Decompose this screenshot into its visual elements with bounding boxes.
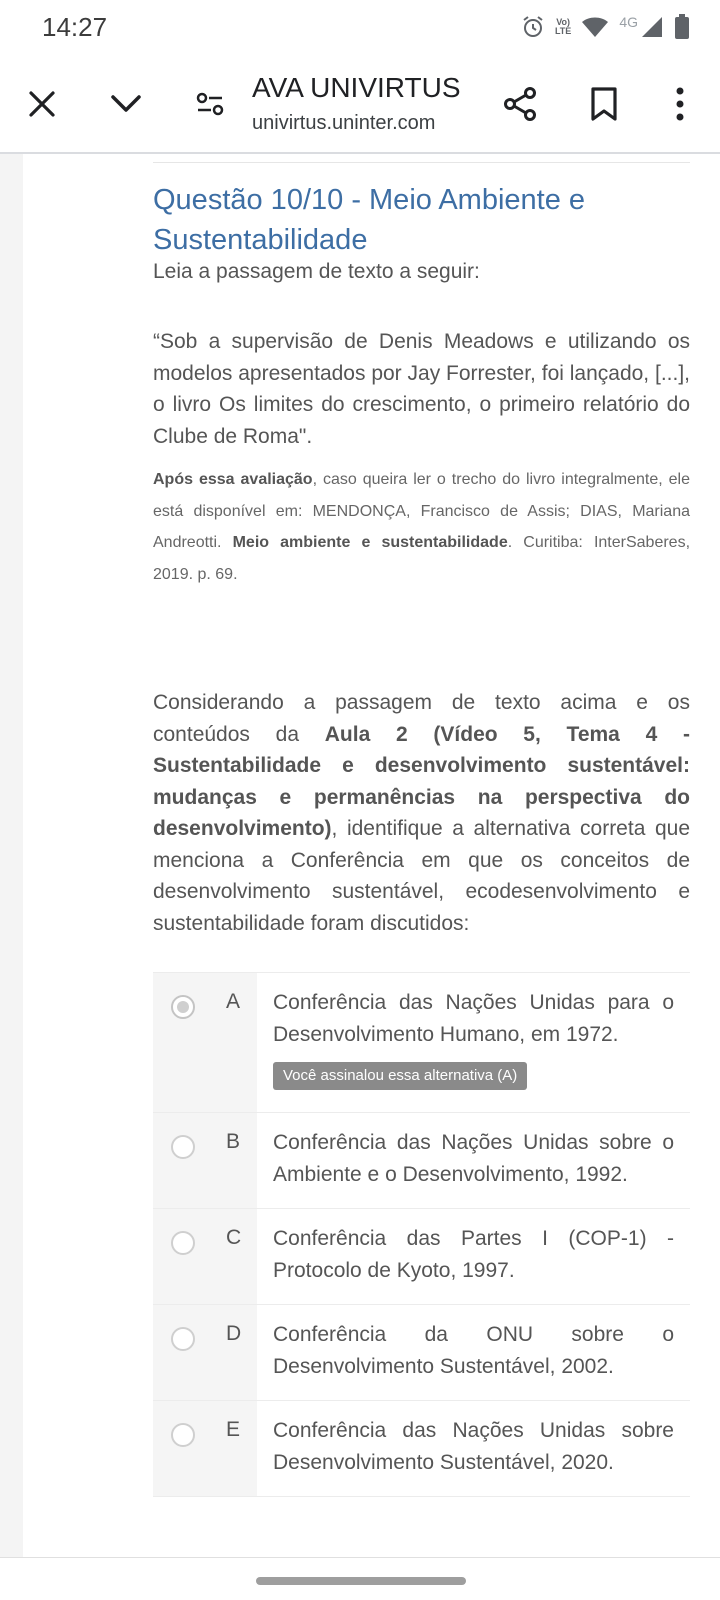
web-content [0, 154, 720, 1557]
option-c-selector [153, 1209, 257, 1304]
page-info-button[interactable] [186, 80, 234, 128]
option-e-selector [153, 1401, 257, 1496]
prompt-text-1: Considerando a passagem de texto acima e os conteúdos da [153, 691, 690, 746]
option-d-letter: D [226, 1322, 242, 1345]
page-title: AVA UNIVIRTUS [252, 72, 461, 103]
answer-options [153, 972, 690, 1497]
option-b-body [257, 1113, 690, 1208]
option-c-text: Conferência das Partes I (COP-1) - Protocolo de Kyoto, 1997. [273, 1227, 674, 1282]
option-d-text: Conferência da ONU sobre o Desenvolvimento Sustentável, 2002. [273, 1323, 674, 1378]
question-prompt [153, 687, 690, 939]
reference-bold-1: Após essa avaliação [153, 471, 313, 488]
question-quote: “Sob a supervisão de Denis Meadows e utilizando os modelos apresentados por Jay Forrester, foi lançado, [...], o livro Os limites do crescimento, o primeiro relatório do Clube de Roma". [153, 330, 690, 448]
alarm-icon [521, 15, 545, 39]
minimize-button[interactable] [102, 80, 150, 128]
more-vert-icon [675, 87, 685, 121]
option-a-letter: A [226, 990, 241, 1013]
reference-bold-2: Meio ambiente e sustentabilidade [232, 534, 508, 551]
question-intro: Leia a passagem de texto a seguir: [153, 260, 480, 283]
network-type: 4G [619, 14, 638, 30]
status-time: 14:27 [42, 12, 108, 42]
status-bar [0, 0, 720, 56]
option-e-text: Conferência das Nações Unidas sobre Desenvolvimento Sustentável, 2020. [273, 1419, 674, 1474]
status-icons [521, 12, 690, 42]
more-options-button[interactable] [656, 80, 704, 128]
option-c[interactable] [153, 1209, 690, 1305]
volte-line1: Vo) [556, 17, 571, 27]
question-card [23, 154, 720, 1557]
question-reference [153, 464, 690, 590]
wifi-icon [581, 16, 609, 38]
option-b-letter: B [226, 1130, 241, 1153]
bookmark-button[interactable] [580, 80, 628, 128]
option-a-text: Conferência das Nações Unidas para o Desenvolvimento Humano, em 1972. [273, 991, 674, 1046]
option-a[interactable] [153, 973, 690, 1113]
signal-icon [640, 15, 664, 39]
option-b-text: Conferência das Nações Unidas sobre o Ambiente e o Desenvolvimento, 1992. [273, 1131, 674, 1186]
prompt-bold: Aula 2 (Vídeo 5, Tema 4 - Sustentabilidade e desenvolvimento sustentável: mudanças e permanências na perspectiva do desenvolvimento) [153, 722, 690, 840]
close-button[interactable] [18, 80, 66, 128]
question-title: Questão 10/10 - Meio Ambiente e Sustentabilidade [153, 184, 586, 256]
option-d-body [257, 1305, 690, 1400]
option-e-radio[interactable] [171, 1423, 195, 1447]
option-c-letter: C [226, 1226, 242, 1249]
reference-text-2: . Curitiba: InterSaberes, 2019. p. 69. [153, 534, 691, 583]
browser-toolbar [0, 56, 720, 154]
option-e-body [257, 1401, 690, 1496]
option-e[interactable] [153, 1401, 690, 1497]
share-icon [502, 86, 538, 122]
option-d-radio[interactable] [171, 1327, 195, 1351]
volte-icon [555, 18, 571, 36]
option-a-selector [153, 973, 257, 1112]
option-b-selector [153, 1113, 257, 1208]
gesture-nav-bar [0, 1557, 720, 1600]
divider [153, 162, 690, 163]
home-gesture-handle[interactable] [256, 1577, 466, 1585]
option-b[interactable] [153, 1113, 690, 1209]
chevron-down-icon [110, 94, 142, 114]
option-a-body [257, 973, 690, 1112]
reference-text-1: , caso queira ler o trecho do livro integralmente, ele está disponível em: MENDONÇA, Francisco de Assis; DIAS, Mariana Andreotti. [153, 471, 690, 551]
page-url[interactable]: univirtus.uninter.com [252, 112, 436, 134]
option-a-radio[interactable] [171, 995, 195, 1019]
selected-answer-badge: Você assinalou essa alternativa (A) [273, 1062, 527, 1090]
option-c-body [257, 1209, 690, 1304]
prompt-text-2: , identifique a alternativa correta que menciona a Conferência em que os conceitos de desenvolvimento sustentável, ecodesenvolvimento e sustentabilidade foram discutidos: [153, 817, 690, 935]
option-d-selector [153, 1305, 257, 1400]
close-icon [28, 90, 56, 118]
battery-icon [674, 14, 690, 40]
share-button[interactable] [496, 80, 544, 128]
option-e-letter: E [226, 1418, 241, 1441]
option-d[interactable] [153, 1305, 690, 1401]
bookmark-icon [590, 87, 618, 121]
volte-line2: LTE [554, 26, 572, 36]
option-b-radio[interactable] [171, 1135, 195, 1159]
page-info-icon [195, 91, 225, 117]
option-c-radio[interactable] [171, 1231, 195, 1255]
